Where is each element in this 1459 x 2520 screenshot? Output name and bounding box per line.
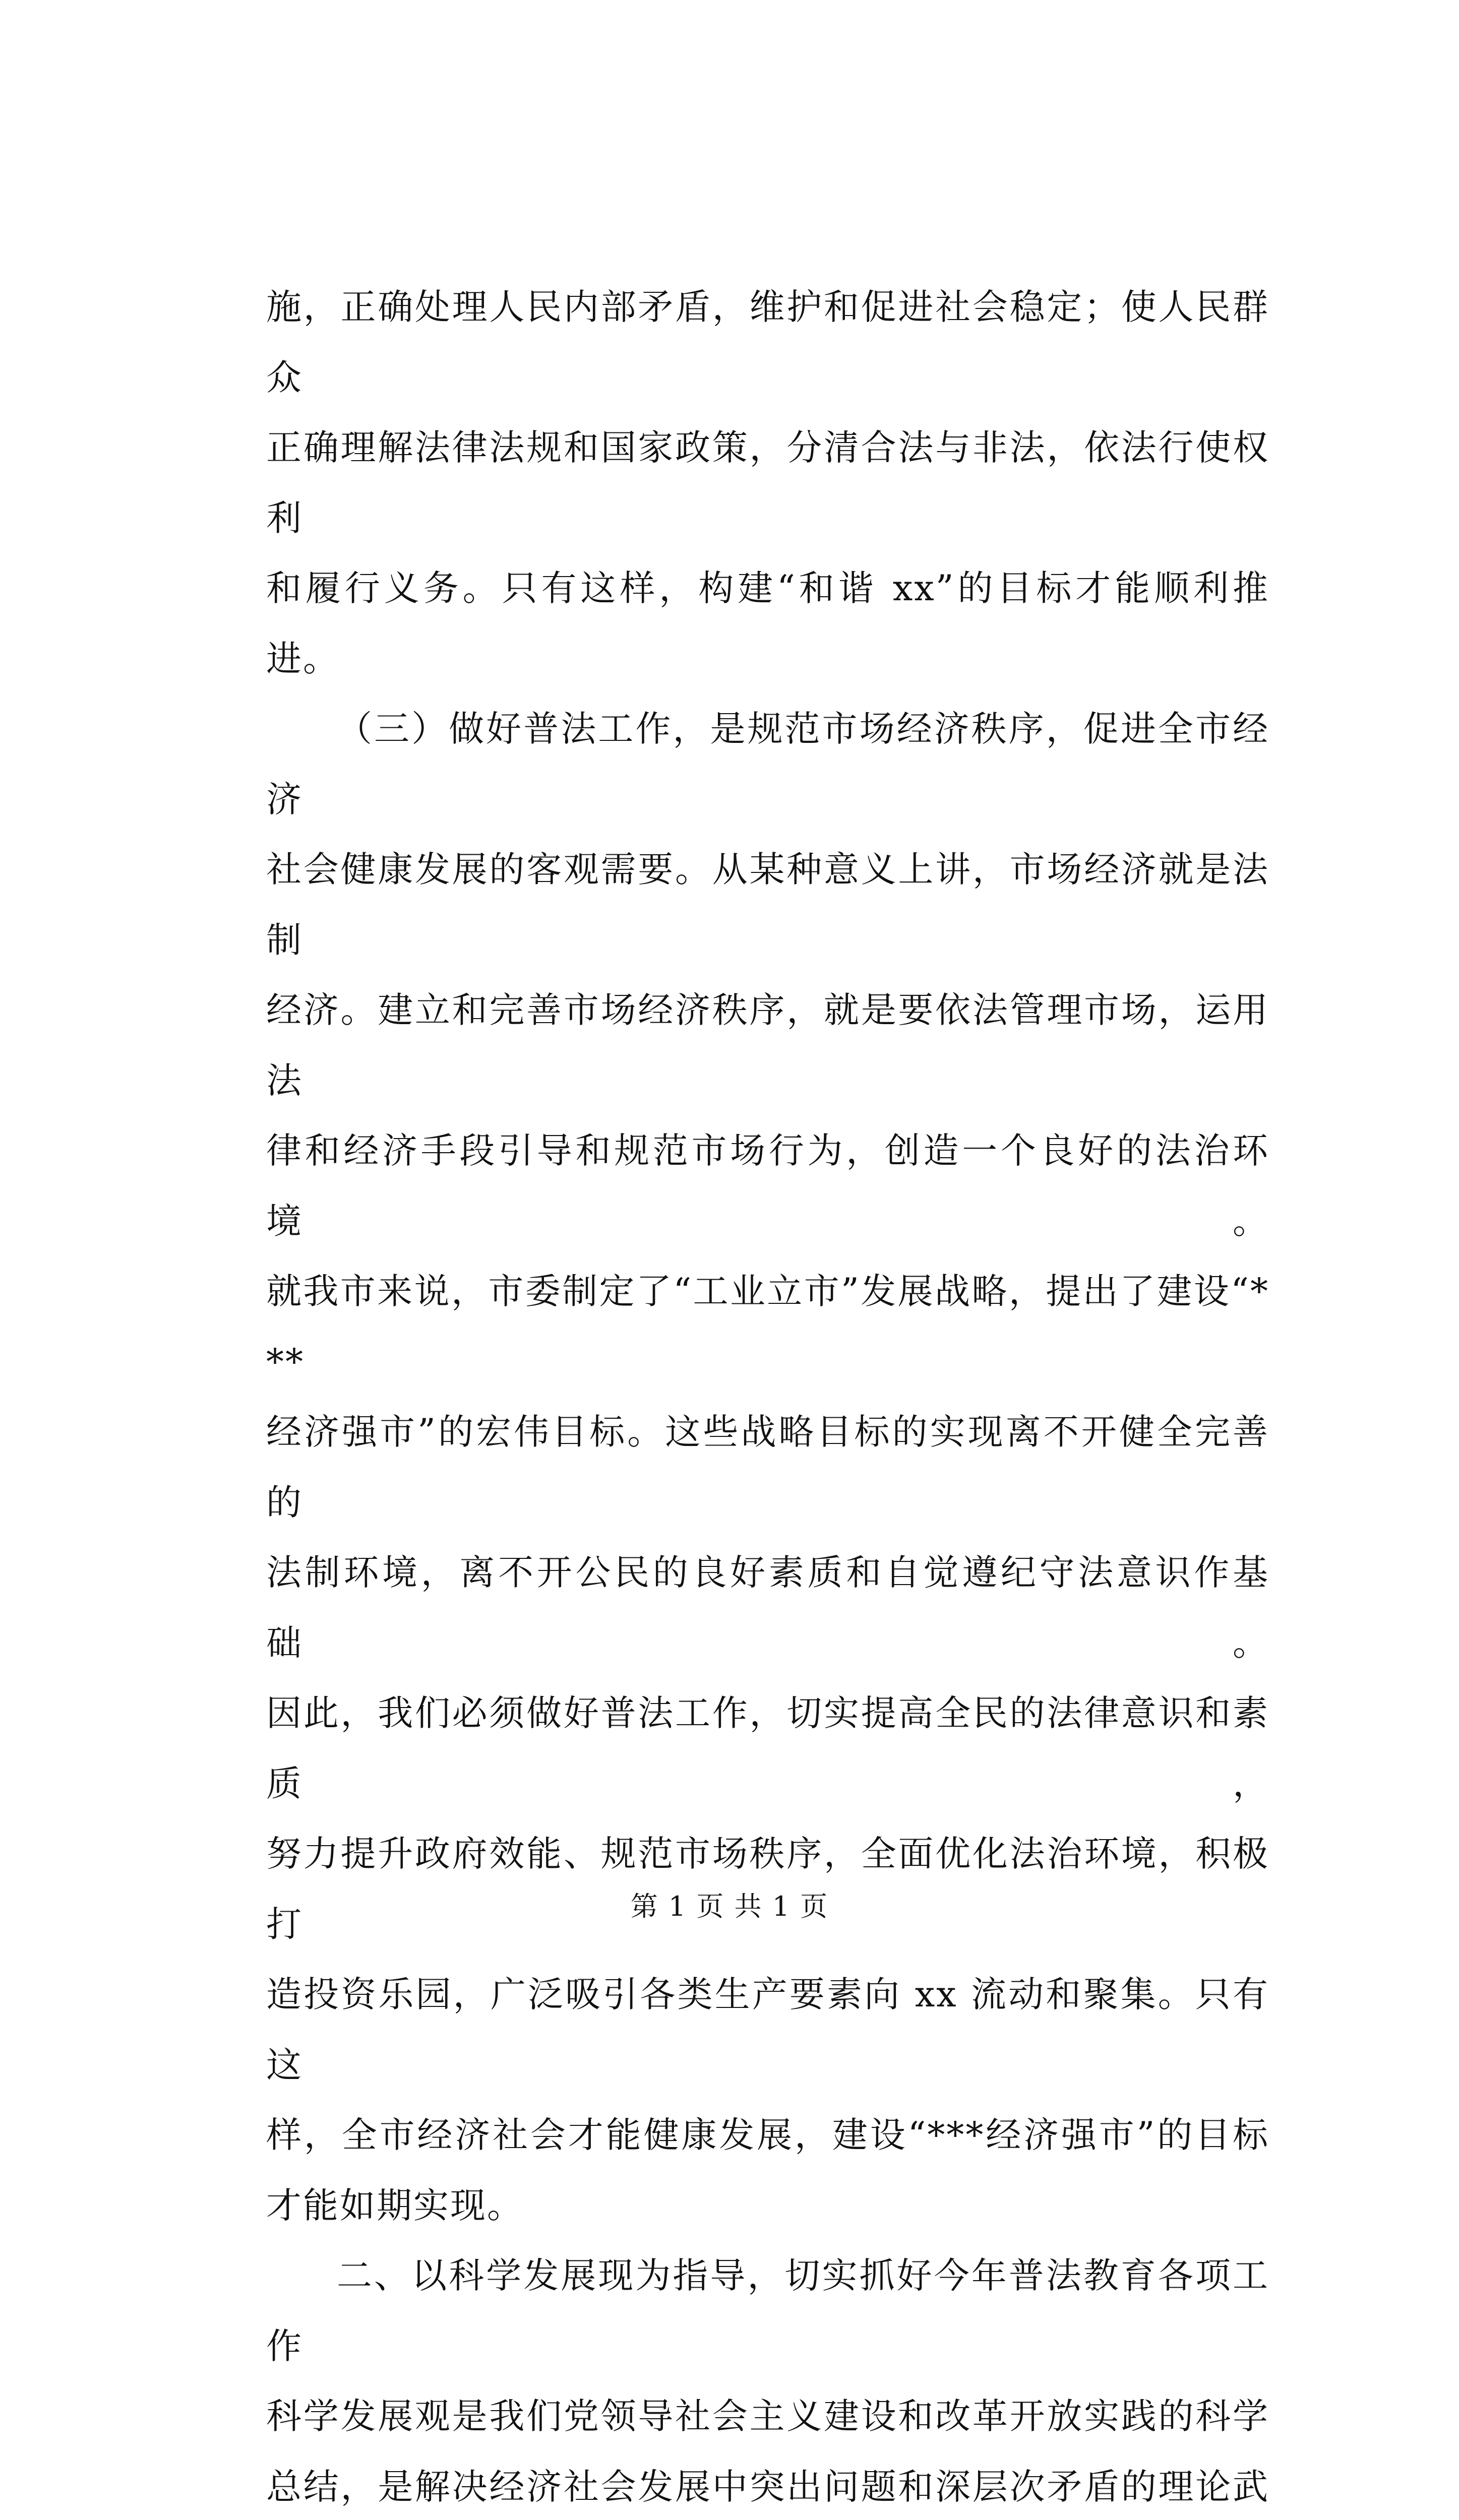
page-footer: 第 1 页 共 1 页: [0, 1885, 1459, 1924]
text-line-2: 正确理解法律法规和国家政策，分清合法与非法，依法行使权利: [266, 413, 1269, 553]
text-line-8: 就我市来说，市委制定了“工业立市”发展战略，提出了建设“***: [266, 1256, 1269, 1397]
section-heading-2: 二、以科学发展现为指导，切实抓好今年普法教育各项工作: [266, 2241, 1269, 2381]
text-line-1: 施，正确处理人民内部矛盾，维护和促进社会稳定；使人民群众: [266, 272, 1269, 413]
text-line-13: 造投资乐园，广泛吸引各类生产要素向 xx 流动和聚集。只有这: [266, 1960, 1269, 2100]
text-line-5: 社会健康发展的客观需要。从某种意义上讲，市场经济就是法制: [266, 835, 1269, 975]
text-line-3: 和履行义务。只有这样，构建“和谐 xx”的目标才能顺利推进。: [266, 553, 1269, 694]
text-line-10: 法制环境，离不开公民的良好素质和自觉遵纪守法意识作基础。: [266, 1538, 1269, 1678]
section-heading-3: （三）做好普法工作，是规范市场经济秩序，促进全市经济: [266, 694, 1269, 835]
text-line-9: 经济强市”的宏伟目标。这些战略目标的实现离不开健全完善的: [266, 1397, 1269, 1538]
text-line-15: 才能如期实现。: [266, 2171, 1269, 2241]
document-body: [266, 272, 1269, 2520]
text-line-17: 科学发展观是我们党领导社会主义建设和改革开放实践的科学: [266, 2381, 1269, 2452]
text-line-12: 努力提升政府效能、规范市场秩序，全面优化法治环境，积极打: [266, 1819, 1269, 1960]
text-line-7: 律和经济手段引导和规范市场行为，创造一个良好的法治环境。: [266, 1116, 1269, 1256]
text-line-6: 经济。建立和完善市场经济秩序，就是要依法管理市场，运用法: [266, 975, 1269, 1116]
text-line-14: 样，全市经济社会才能健康发展，建设“***经济强市”的目标: [266, 2100, 1269, 2171]
text-line-18: 总结，是解决经济社会发展中突出问题和深层次矛盾的理论武: [266, 2452, 1269, 2520]
text-line-11: 因此，我们必须做好普法工作，切实提高全民的法律意识和素质，: [266, 1678, 1269, 1819]
